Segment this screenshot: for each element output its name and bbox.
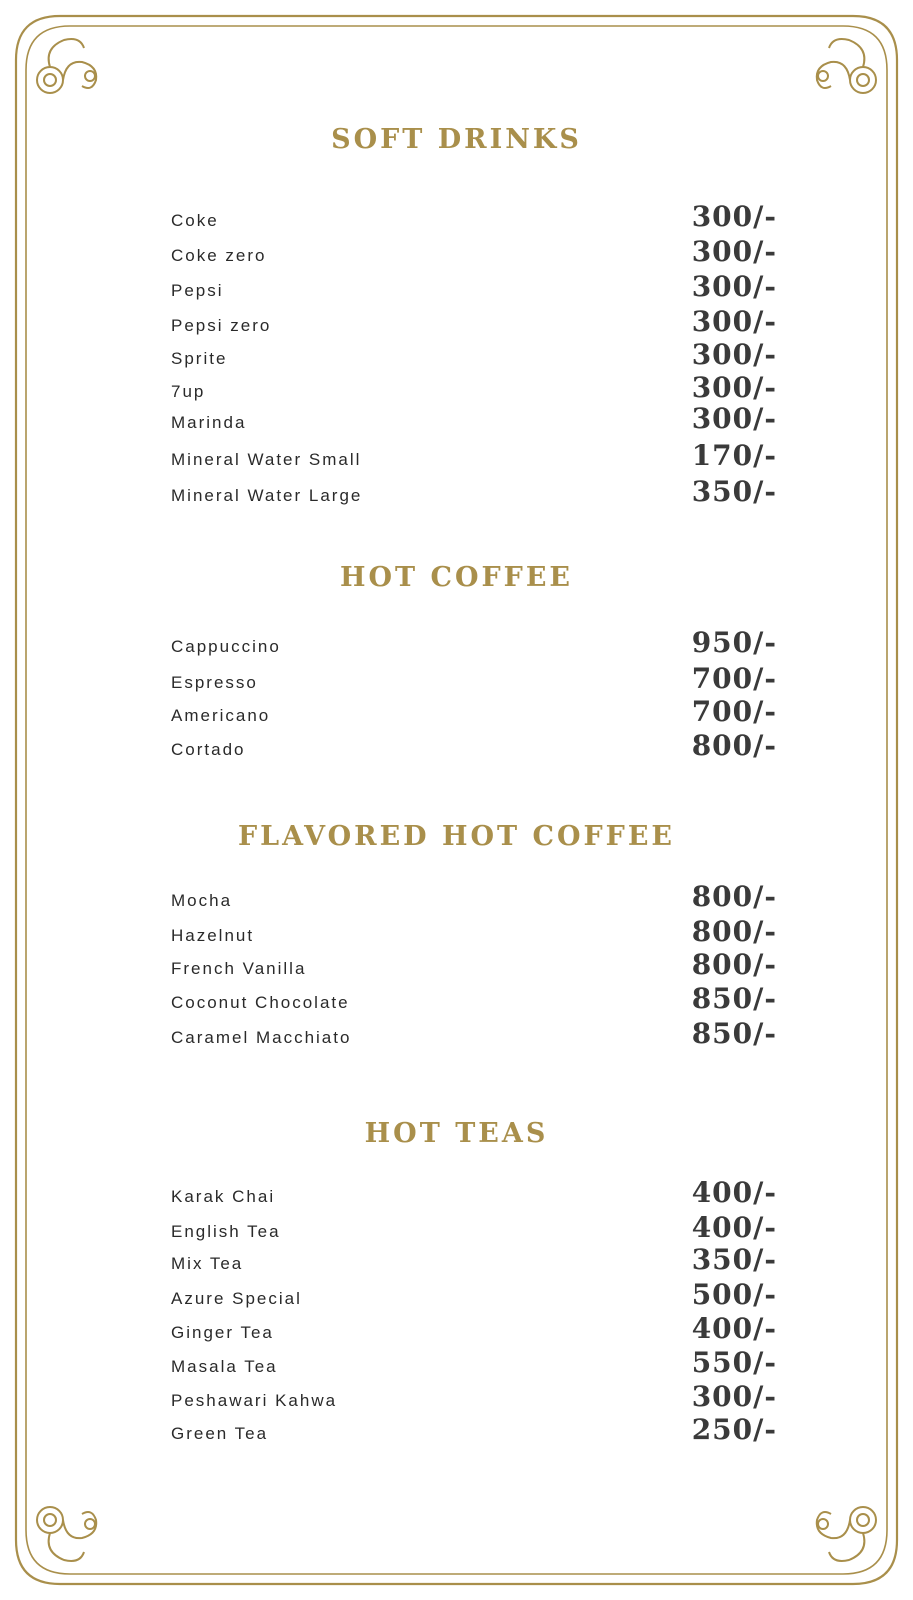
item-name: Mineral Water Small: [171, 450, 362, 469]
menu-item: [171, 339, 777, 373]
menu-item: [171, 1414, 777, 1448]
item-price: 400/-: [691, 1211, 777, 1244]
menu-item: [171, 983, 777, 1017]
item-name: Mocha: [171, 891, 233, 910]
menu-item: [171, 306, 777, 340]
menu-item: [171, 271, 777, 305]
item-price: 800/-: [691, 729, 777, 762]
corner-flourish-icon: [37, 39, 96, 93]
item-name: Cappuccino: [171, 637, 281, 656]
menu-item: [171, 236, 777, 270]
section-title: FLAVORED HOT COFFEE: [238, 821, 675, 852]
menu-item: [171, 201, 777, 235]
item-name: English Tea: [171, 1222, 281, 1241]
item-name: Coke: [171, 211, 219, 230]
item-price: 170/-: [691, 439, 777, 472]
item-name: Pepsi zero: [171, 316, 272, 335]
item-name: Sprite: [171, 349, 228, 368]
item-price: 850/-: [691, 982, 777, 1015]
item-price: 400/-: [691, 1312, 777, 1345]
item-price: 950/-: [691, 626, 777, 659]
item-price: 250/-: [691, 1413, 777, 1446]
item-price: 800/-: [691, 948, 777, 981]
item-name: Espresso: [171, 673, 258, 692]
menu-item: [171, 1212, 777, 1246]
item-price: 350/-: [691, 475, 777, 508]
item-price: 400/-: [691, 1176, 777, 1209]
item-name: Mix Tea: [171, 1254, 244, 1273]
item-name: Coconut Chocolate: [171, 993, 350, 1012]
menu-item: [171, 1177, 777, 1211]
menu-item: [171, 1244, 777, 1278]
item-price: 300/-: [691, 200, 777, 233]
item-name: 7up: [171, 382, 206, 401]
item-price: 300/-: [691, 235, 777, 268]
item-price: 700/-: [691, 695, 777, 728]
item-name: Pepsi: [171, 281, 224, 300]
menu-item: [171, 1279, 777, 1313]
menu-item: [171, 1018, 777, 1052]
menu-item: [171, 1381, 777, 1415]
corner-flourish-icon: [817, 1507, 876, 1561]
item-name: Cortado: [171, 740, 246, 759]
section-title: SOFT DRINKS: [331, 124, 582, 155]
item-price: 850/-: [691, 1017, 777, 1050]
corner-flourish-icon: [817, 39, 876, 93]
menu-item: [171, 1313, 777, 1347]
item-name: Karak Chai: [171, 1187, 276, 1206]
item-name: Americano: [171, 706, 271, 725]
item-name: Hazelnut: [171, 926, 255, 945]
menu-item: [171, 403, 777, 437]
item-name: Mineral Water Large: [171, 486, 363, 505]
item-price: 500/-: [691, 1278, 777, 1311]
item-price: 300/-: [691, 305, 777, 338]
item-name: Marinda: [171, 413, 247, 432]
item-price: 350/-: [691, 1243, 777, 1276]
item-price: 800/-: [691, 880, 777, 913]
item-price: 800/-: [691, 915, 777, 948]
item-name: Green Tea: [171, 1424, 269, 1443]
item-price: 300/-: [691, 270, 777, 303]
menu-item: [171, 916, 777, 950]
item-name: Coke zero: [171, 246, 267, 265]
item-name: Peshawari Kahwa: [171, 1391, 338, 1410]
menu-item: [171, 949, 777, 983]
corner-flourish-icon: [37, 1507, 96, 1561]
item-name: Ginger Tea: [171, 1323, 274, 1342]
menu-item: [171, 1347, 777, 1381]
menu-item: [171, 440, 777, 474]
item-price: 300/-: [691, 1380, 777, 1413]
menu-item: [171, 696, 777, 730]
menu-item: [171, 663, 777, 697]
item-price: 300/-: [691, 402, 777, 435]
menu-item: [171, 730, 777, 764]
menu-item: [171, 627, 777, 661]
item-price: 300/-: [691, 338, 777, 371]
item-name: Caramel Macchiato: [171, 1028, 352, 1047]
item-name: Masala Tea: [171, 1357, 278, 1376]
menu-item: [171, 476, 777, 510]
item-price: 550/-: [691, 1346, 777, 1379]
item-name: French Vanilla: [171, 959, 307, 978]
item-name: Azure Special: [171, 1289, 302, 1308]
item-price: 700/-: [691, 662, 777, 695]
menu-item: [171, 372, 777, 406]
section-title: HOT TEAS: [364, 1118, 549, 1149]
section-title: HOT COFFEE: [339, 562, 574, 593]
item-price: 300/-: [691, 371, 777, 404]
menu-item: [171, 881, 777, 915]
